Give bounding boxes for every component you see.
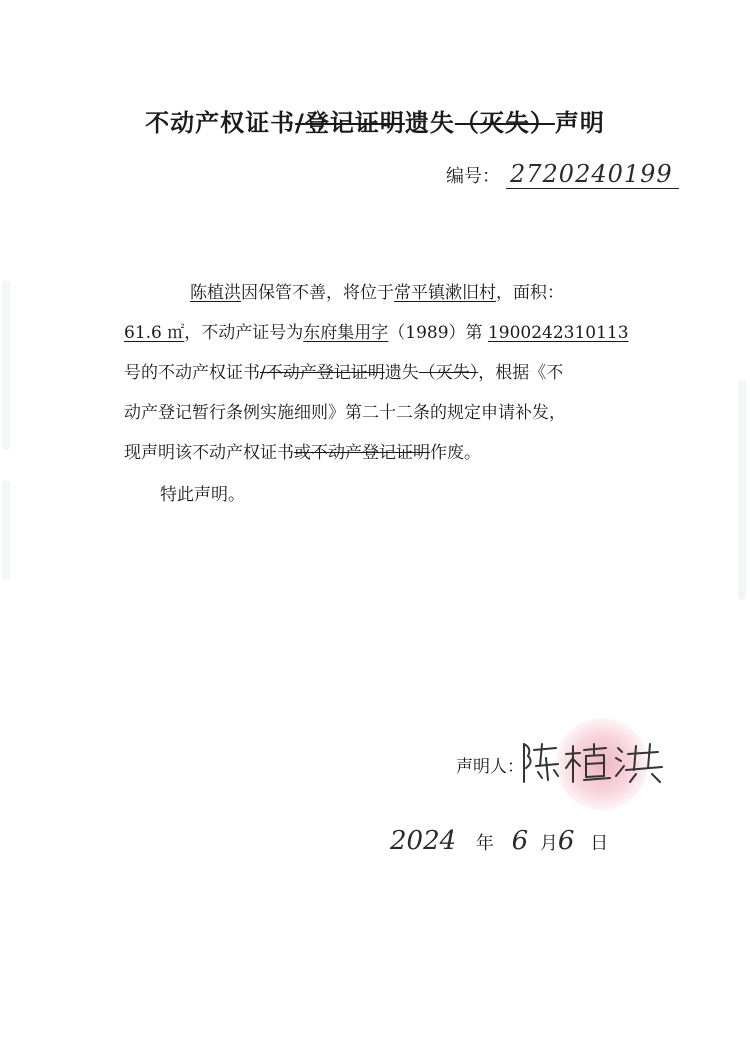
body-line-1	[190, 278, 730, 303]
title-end: 声明	[554, 109, 605, 137]
body-text: 现声明该不动产权证书	[124, 443, 294, 463]
property-area: 61.6 ㎡	[124, 323, 185, 343]
date-year: 2024	[390, 826, 457, 856]
body-text: 第	[465, 323, 483, 343]
certificate-year: （1989）	[388, 323, 466, 343]
date-day-unit: 日	[590, 833, 609, 854]
body-text: 遗失	[384, 363, 419, 383]
date-month-unit: 月	[539, 833, 558, 854]
body-text: ，根据《不	[478, 363, 564, 383]
title-struck-2: （灭失）	[454, 109, 555, 137]
certificate-org: 东府集用字	[303, 323, 389, 343]
page-title	[0, 103, 750, 138]
date-year-unit: 年	[475, 833, 494, 854]
certificate-number: 1900242310113	[487, 323, 629, 343]
declarant-name: 陈植洪	[190, 283, 241, 303]
scan-artifact	[2, 480, 10, 580]
body-text: ，面积：	[496, 283, 564, 303]
signature-label: 声明人：	[456, 757, 524, 777]
property-location: 常平镇漱旧村	[394, 283, 496, 303]
title-main: 不动产权证书	[145, 109, 296, 137]
body-text: 号的不动产权证书	[124, 363, 260, 383]
title-struck: /登记证明	[295, 109, 405, 137]
struck-text: 或不动产登记证明	[294, 443, 430, 463]
body-line-5	[124, 438, 664, 463]
body-text: ，不动产证号为	[184, 323, 304, 343]
struck-text: （灭失）	[418, 363, 479, 383]
document-number	[446, 160, 679, 189]
body-line-2	[124, 318, 664, 343]
date-month: 6	[511, 826, 529, 856]
body-line-4: 动产登记暂行条例实施细则》第二十二条的规定申请补发，	[124, 403, 566, 423]
struck-text: /不动产登记证明	[260, 363, 385, 383]
closing-text: 特此声明。	[160, 485, 245, 505]
body-text: 作废。	[430, 443, 481, 463]
body-line-3	[124, 358, 664, 383]
handwritten-signature	[518, 736, 668, 788]
document-number-label: 编号：	[446, 166, 500, 187]
date-day: 6	[557, 826, 575, 856]
document-number-value: 2720240199	[506, 160, 679, 189]
declaration-date	[390, 826, 608, 856]
scan-artifact	[2, 280, 10, 450]
scan-artifact	[738, 380, 746, 600]
body-text: 因保管不善，将位于	[241, 283, 394, 303]
title-lost: 遗失	[404, 109, 455, 137]
